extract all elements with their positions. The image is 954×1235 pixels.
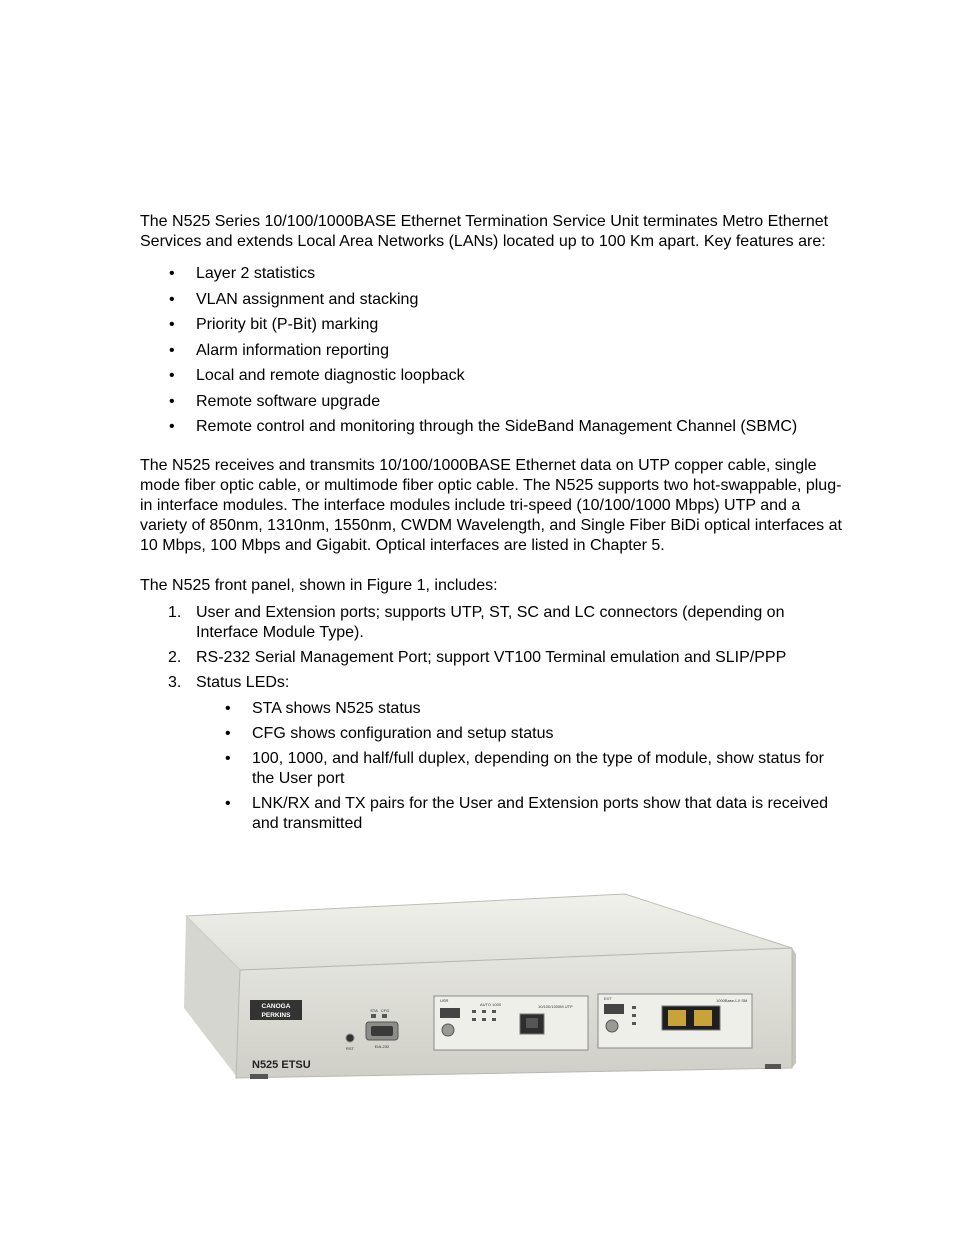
feature-item: • Layer 2 statistics xyxy=(140,264,845,290)
cfg-led-label: CFG xyxy=(380,1008,390,1013)
intro-paragraph: The N525 Series 10/100/1000BASE Ethernet Termination Service Unit terminates Metro Ethernet Services and extends Local Area Networks (LANs) located up to 100 Km apart. Key features are: xyxy=(140,213,829,250)
feature-item: • Priority bit (P-Bit) marking xyxy=(140,315,845,341)
rs232-label: EIA-232 xyxy=(374,1044,390,1049)
description-paragraph: The N525 receives and transmits 10/100/1000BASE Ethernet data on UTP copper cable, single mode fiber optic cable, or multimode fiber optic cable. The N525 supports two hot-swappable, plug-in interface modules. The interface modules include tri-speed (10/100/1000 Mbps) UTP and a variety of 850nm, 1310nm, 1550nm, CWDM Wavelength, and Single Fiber BiDi optical interfaces at 10 Mbps, 100 Mbps and Gigabit. Optical interfaces are listed in Chapter 5. xyxy=(140,456,842,554)
front-panel-list xyxy=(140,603,845,834)
user-led xyxy=(492,1010,496,1013)
front-panel-intro: The N525 front panel, shown in Figure 1, includes: xyxy=(140,576,498,594)
sta-led xyxy=(371,1014,376,1018)
item-text: Status LEDs: xyxy=(196,673,290,691)
user-module-screw xyxy=(442,1024,454,1036)
item-number: 2. xyxy=(168,648,182,666)
sta-led-label: STA xyxy=(370,1008,378,1013)
reset-button xyxy=(346,1034,354,1042)
status-led-item: • CFG shows configuration and setup status xyxy=(196,724,845,744)
status-led-item: • LNK/RX and TX pairs for the User and Extension ports show that data is received and transmitted xyxy=(196,794,845,834)
status-led-item: • STA shows N525 status xyxy=(196,699,845,719)
logo-line2: PERKINS xyxy=(261,1012,291,1019)
chassis-foot xyxy=(250,1074,268,1079)
document-body xyxy=(140,212,845,839)
ext-led xyxy=(632,1014,636,1017)
status-led-list xyxy=(196,699,845,834)
ext-port-label: EXT xyxy=(604,996,612,1001)
feature-item: • Local and remote diagnostic loopback xyxy=(140,366,845,392)
item-text: User and Extension ports; supports UTP, ST, SC and LC connectors (depending on Interface Module Type). xyxy=(196,603,785,641)
device-photo xyxy=(180,888,800,1083)
ext-led xyxy=(632,1006,636,1009)
user-led xyxy=(472,1010,476,1013)
chassis-foot xyxy=(765,1064,781,1069)
feature-item: • VLAN assignment and stacking xyxy=(140,290,845,316)
auto-label: AUTO 1000 xyxy=(480,1002,502,1007)
item-number: 1. xyxy=(168,603,182,621)
feature-list xyxy=(140,264,845,443)
feature-item: • Remote control and monitoring through the SideBand Management Channel (SBMC) xyxy=(140,417,845,443)
model-label: N525 ETSU xyxy=(252,1059,311,1071)
feature-item: • Alarm information reporting xyxy=(140,341,845,367)
user-led xyxy=(482,1010,486,1013)
user-led xyxy=(492,1018,496,1021)
front-panel-item xyxy=(140,603,845,643)
user-port-label: USR xyxy=(440,998,449,1003)
ext-module-screw xyxy=(606,1020,618,1032)
user-module-label: 10/100/1000M UTP xyxy=(538,1004,573,1009)
n525-device-illustration xyxy=(180,888,800,1083)
feature-item: • Remote software upgrade xyxy=(140,392,845,418)
user-led xyxy=(472,1018,476,1021)
item-text: RS-232 Serial Management Port; support VT100 Terminal emulation and SLIP/PPP xyxy=(196,648,787,666)
cfg-led xyxy=(382,1014,387,1018)
rst-label: RST xyxy=(346,1046,354,1051)
item-number: 3. xyxy=(168,673,182,691)
logo-line1: CANOGA xyxy=(261,1003,291,1010)
chassis-side xyxy=(792,948,796,1068)
status-led-item: • 100, 1000, and half/full duplex, depending on the type of module, show status for the User port xyxy=(196,749,845,789)
front-panel-item xyxy=(140,648,845,668)
ext-led xyxy=(632,1022,636,1025)
front-panel-item xyxy=(140,673,845,834)
ext-module-label: 1000Base-LX SM xyxy=(716,998,748,1003)
user-led xyxy=(482,1018,486,1021)
